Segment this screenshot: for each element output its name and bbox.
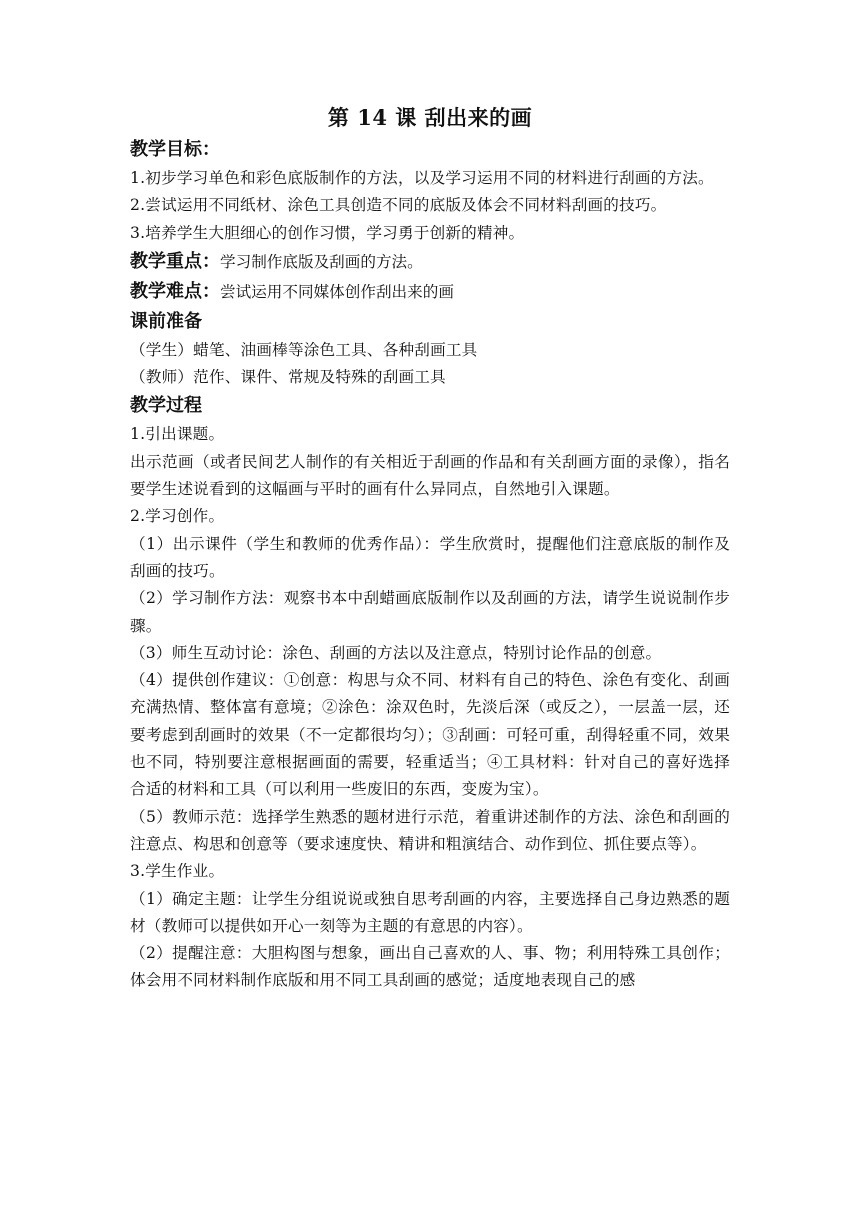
key-point-label: 教学重点： xyxy=(130,250,220,272)
process-paragraph: （2）提醒注意：大胆构图与想象，画出自己喜欢的人、事、物；利用特殊工具创作；体会用不同材料制作底版和用不同工具刮画的感觉；适度地表现自己的感 xyxy=(130,944,730,990)
process-paragraph: （1）出示课件（学生和教师的优秀作品）：学生欣赏时，提醒他们注意底版的制作及刮画的技巧。 xyxy=(130,534,730,580)
objectives-heading: 教学目标： xyxy=(130,139,220,160)
process-paragraph: （4）提供创作建议：①创意：构思与众不同、材料有自己的特色、涂色有变化、刮画充满热情、整体富有意境；②涂色：涂双色时，先淡后深（或反之），一层盖一层，还要考虑到刮画时的效果（不一定都很均匀）；③刮画：可轻可重，刮得轻重不同，效果也不同，特别要注意根据画面的需要，轻重适当；④工具材料：针对自己的喜好选择合适的材料和工具（可以利用一些废旧的东西，变废为宝）。 xyxy=(130,671,730,799)
preparation-item: （教师）范作、课件、常规及特殊的刮画工具 xyxy=(130,368,446,387)
difficulty-text: 尝试运用不同媒体创作刮出来的画 xyxy=(220,282,454,301)
document-content xyxy=(130,103,730,995)
objective-item: 3.培养学生大胆细心的创作习惯，学习勇于创新的精神。 xyxy=(130,223,525,242)
process-paragraph: 1.引出课题。 xyxy=(130,425,225,444)
objective-item: 1.初步学习单色和彩色底版制作的方法，以及学习运用不同的材料进行刮画的方法。 xyxy=(130,169,714,187)
preparation-item: （学生）蜡笔、油画棒等涂色工具、各种刮画工具 xyxy=(130,340,478,359)
key-point-line xyxy=(130,247,730,277)
difficulty-label: 教学难点： xyxy=(130,280,220,302)
process-paragraph: （2）学习制作方法：观察书本中刮蜡画底版制作以及刮画的方法，请学生说说制作步骤。 xyxy=(130,589,730,635)
process-paragraph: （1）确定主题：让学生分组说说或独自思考刮画的内容，主要选择自己身边熟悉的题材（教师可以提供如开心一刻等为主题的有意思的内容）。 xyxy=(130,889,730,935)
process-paragraph: 3.学生作业。 xyxy=(130,862,225,881)
process-heading: 教学过程 xyxy=(130,395,202,417)
objective-item: 2.尝试运用不同纸材、涂色工具创造不同的底版及体会不同材料刮画的技巧。 xyxy=(130,196,667,215)
process-paragraph: 2.学习创作。 xyxy=(130,507,225,526)
difficulty-line xyxy=(130,277,730,307)
lesson-title: 第 14 课 刮出来的画 xyxy=(327,105,533,130)
key-point-text: 学习制作底版及刮画的方法。 xyxy=(220,252,423,271)
process-paragraph: 出示范画（或者民间艺人制作的有关相近于刮画的作品和有关刮画方面的录像），指名要学生述说看到的这幅画与平时的画有什么异同点，自然地引入课题。 xyxy=(130,452,730,499)
process-paragraph: （5）教师示范：选择学生熟悉的题材进行示范，着重讲述制作的方法、涂色和刮画的注意点、构思和创意等（要求速度快、精讲和粗演结合、动作到位、抓住要点等）。 xyxy=(130,807,730,853)
preparation-heading: 课前准备 xyxy=(130,310,202,332)
process-paragraph: （3）师生互动讨论：涂色、刮画的方法以及注意点，特别讨论作品的创意。 xyxy=(130,643,662,662)
